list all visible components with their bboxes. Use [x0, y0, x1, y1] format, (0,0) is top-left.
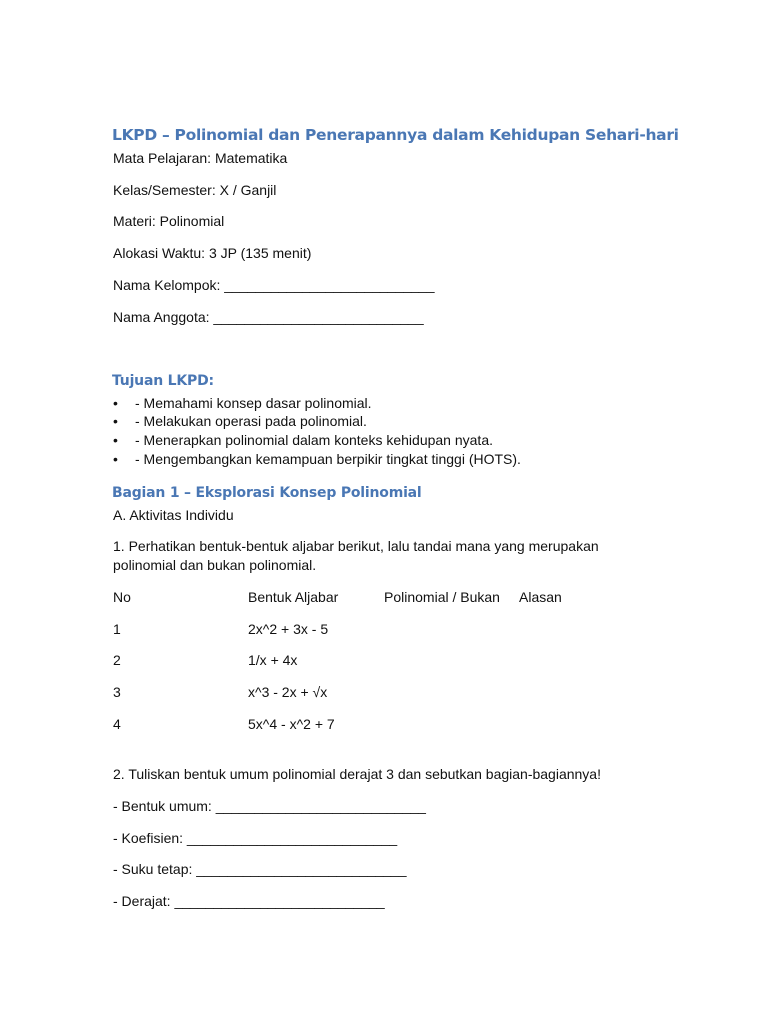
table-header-alasan: Alasan — [519, 589, 562, 605]
q2-coefficient: - Koefisien: ___________________________ — [113, 830, 398, 846]
question-1-line-2: polinomial dan bukan polinomial. — [113, 557, 317, 573]
info-time-allocation: Alokasi Waktu: 3 JP (135 menit) — [113, 245, 312, 261]
table-cell-no: 2 — [113, 652, 121, 668]
table-cell-no: 1 — [113, 621, 121, 637]
table-cell-expression: 5x^4 - x^2 + 7 — [248, 716, 335, 732]
tujuan-item-text: - Melakukan operasi pada polinomial. — [135, 413, 367, 429]
table-cell-no: 3 — [113, 684, 121, 700]
tujuan-heading: Tujuan LKPD: — [112, 373, 214, 389]
tujuan-item — [113, 431, 493, 449]
question-2: 2. Tuliskan bentuk umum polinomial derajat 3 dan sebutkan bagian-bagiannya! — [113, 766, 601, 782]
bullet-icon: • — [113, 413, 118, 429]
page-title: LKPD – Polinomial dan Penerapannya dalam Kehidupan Sehari-hari — [112, 126, 679, 144]
tujuan-item — [113, 394, 372, 412]
info-member-names: Nama Anggota: ___________________________ — [113, 309, 424, 325]
bagian1-subheading: A. Aktivitas Individu — [113, 507, 234, 523]
bullet-icon: • — [113, 395, 118, 411]
info-class-semester: Kelas/Semester: X / Ganjil — [113, 182, 277, 198]
table-header-polinomial: Polinomial / Bukan — [384, 589, 500, 605]
table-cell-expression: 2x^2 + 3x - 5 — [248, 621, 329, 637]
bullet-icon: • — [113, 432, 118, 448]
q2-general-form: - Bentuk umum: ___________________________ — [113, 798, 426, 814]
info-subject: Mata Pelajaran: Matematika — [113, 150, 288, 166]
bullet-icon: • — [113, 451, 118, 467]
table-cell-no: 4 — [113, 716, 121, 732]
q2-constant-term: - Suku tetap: ___________________________ — [113, 861, 407, 877]
table-header-no: No — [113, 589, 131, 605]
bagian1-heading: Bagian 1 – Eksplorasi Konsep Polinomial — [112, 485, 422, 501]
table-header-bentuk: Bentuk Aljabar — [248, 589, 339, 605]
tujuan-item-text: - Mengembangkan kemampuan berpikir tingkat tinggi (HOTS). — [135, 451, 521, 467]
tujuan-item — [113, 412, 367, 430]
info-group-name: Nama Kelompok: ___________________________ — [113, 277, 435, 293]
table-cell-expression: x^3 - 2x + √x — [248, 684, 328, 700]
info-material: Materi: Polinomial — [113, 213, 225, 229]
tujuan-item — [113, 450, 521, 468]
q2-degree: - Derajat: ___________________________ — [113, 893, 385, 909]
tujuan-item-text: - Menerapkan polinomial dalam konteks kehidupan nyata. — [135, 432, 493, 448]
table-cell-expression: 1/x + 4x — [248, 652, 298, 668]
tujuan-item-text: - Memahami konsep dasar polinomial. — [135, 395, 372, 411]
question-1-line-1: 1. Perhatikan bentuk-bentuk aljabar berikut, lalu tandai mana yang merupakan — [113, 538, 599, 554]
